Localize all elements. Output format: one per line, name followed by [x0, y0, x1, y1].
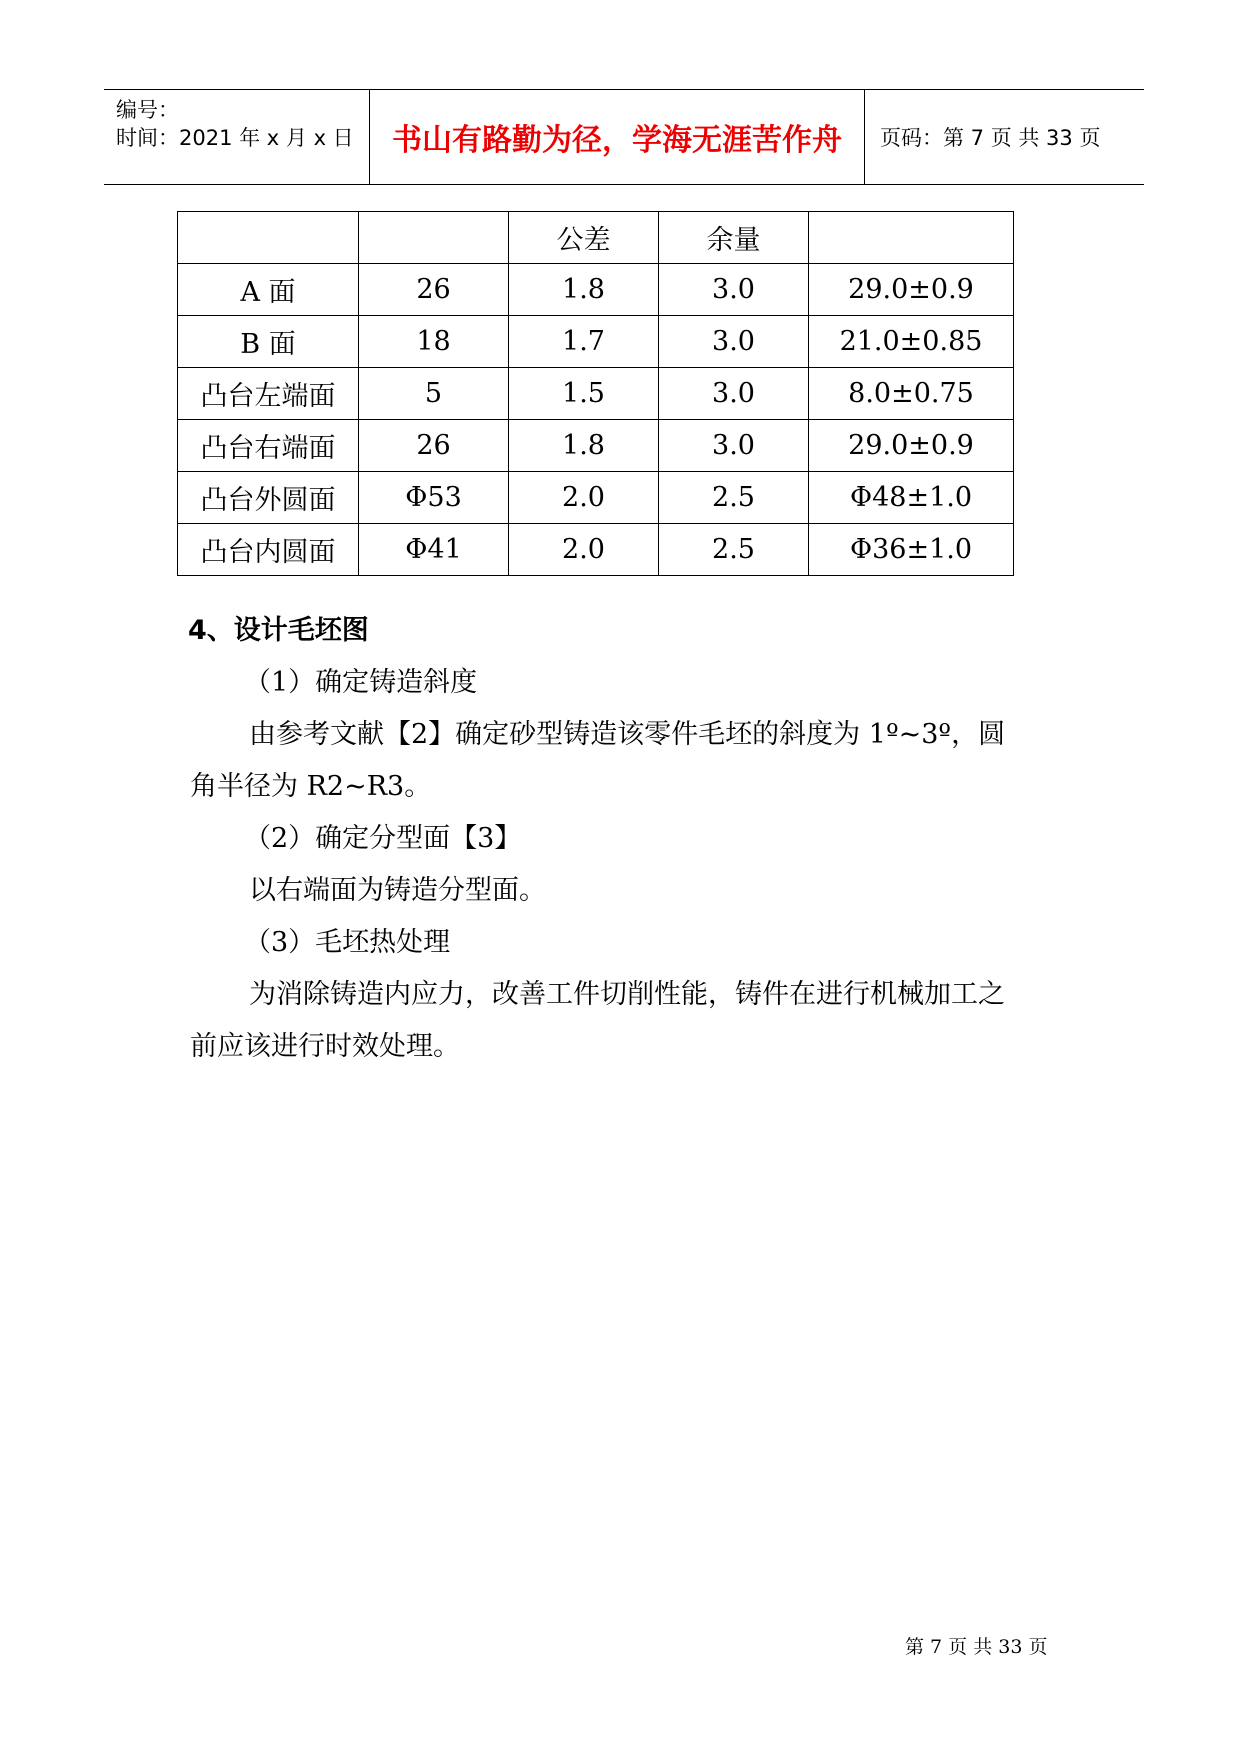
number-label: 编号：: [116, 98, 179, 122]
table-row: [178, 420, 1014, 472]
table-cell: 凸台内圆面: [178, 524, 359, 576]
paragraph-line: 角半径为 R2~R3。: [190, 771, 432, 802]
table-cell: 1.8: [509, 264, 659, 316]
subheading-parting-surface: （2）确定分型面【3】: [244, 823, 522, 854]
table-cell: 凸台右端面: [178, 420, 359, 472]
table-row: [178, 524, 1014, 576]
paragraph-line: 为消除铸造内应力，改善工件切削性能，铸件在进行机械加工之: [249, 979, 1005, 1010]
allowance-table: [177, 211, 1014, 576]
table-header-cell: [809, 212, 1014, 264]
table-cell: 18: [359, 316, 509, 368]
table-cell: 2.0: [509, 472, 659, 524]
subheading-casting-draft: （1）确定铸造斜度: [244, 667, 478, 698]
table-cell: 2.5: [659, 472, 809, 524]
table-cell: B 面: [178, 316, 359, 368]
table-row: [178, 472, 1014, 524]
table-cell: Φ36±1.0: [809, 524, 1014, 576]
table-cell: 2.0: [509, 524, 659, 576]
table-cell: 3.0: [659, 368, 809, 420]
table-header-cell: 公差: [509, 212, 659, 264]
table-cell: 26: [359, 420, 509, 472]
table-row: [178, 264, 1014, 316]
page-footer: 第 7 页 共 33 页: [905, 1636, 1048, 1658]
date-label: 时间：2021 年 x 月 x 日: [116, 126, 354, 150]
paragraph-line: 以右端面为铸造分型面。: [249, 875, 546, 906]
table-header-row: [178, 212, 1014, 264]
table-cell: Φ48±1.0: [809, 472, 1014, 524]
paragraph-line: 由参考文献【2】确定砂型铸造该零件毛坯的斜度为 1º~3º，圆: [249, 719, 1006, 750]
table-cell: 3.0: [659, 264, 809, 316]
header-meta: [104, 90, 370, 184]
table-cell: 1.5: [509, 368, 659, 420]
header-page-info: [866, 90, 1144, 184]
table-cell: 21.0±0.85: [809, 316, 1014, 368]
table-cell: 26: [359, 264, 509, 316]
table-cell: 8.0±0.75: [809, 368, 1014, 420]
table-cell: 3.0: [659, 316, 809, 368]
motto-text: 书山有路勤为径，学海无涯苦作舟: [392, 123, 842, 158]
table-cell: 1.8: [509, 420, 659, 472]
section-heading: 4、设计毛坯图: [188, 615, 369, 646]
table-header-cell: [359, 212, 509, 264]
table-cell: Φ41: [359, 524, 509, 576]
subheading-heat-treatment: （3）毛坯热处理: [244, 927, 451, 958]
table-cell: 5: [359, 368, 509, 420]
page-header: [104, 89, 1144, 185]
table-cell: 29.0±0.9: [809, 264, 1014, 316]
table-cell: Φ53: [359, 472, 509, 524]
table-cell: A 面: [178, 264, 359, 316]
table-cell: 29.0±0.9: [809, 420, 1014, 472]
table-header-cell: 余量: [659, 212, 809, 264]
table-row: [178, 368, 1014, 420]
table-row: [178, 316, 1014, 368]
table-header-cell: [178, 212, 359, 264]
table-cell: 1.7: [509, 316, 659, 368]
table-cell: 2.5: [659, 524, 809, 576]
table-cell: 凸台左端面: [178, 368, 359, 420]
paragraph-line: 前应该进行时效处理。: [190, 1031, 460, 1062]
table-cell: 3.0: [659, 420, 809, 472]
page-label: 页码：第 7 页 共 33 页: [880, 126, 1101, 150]
header-motto: [370, 90, 865, 184]
table-cell: 凸台外圆面: [178, 472, 359, 524]
